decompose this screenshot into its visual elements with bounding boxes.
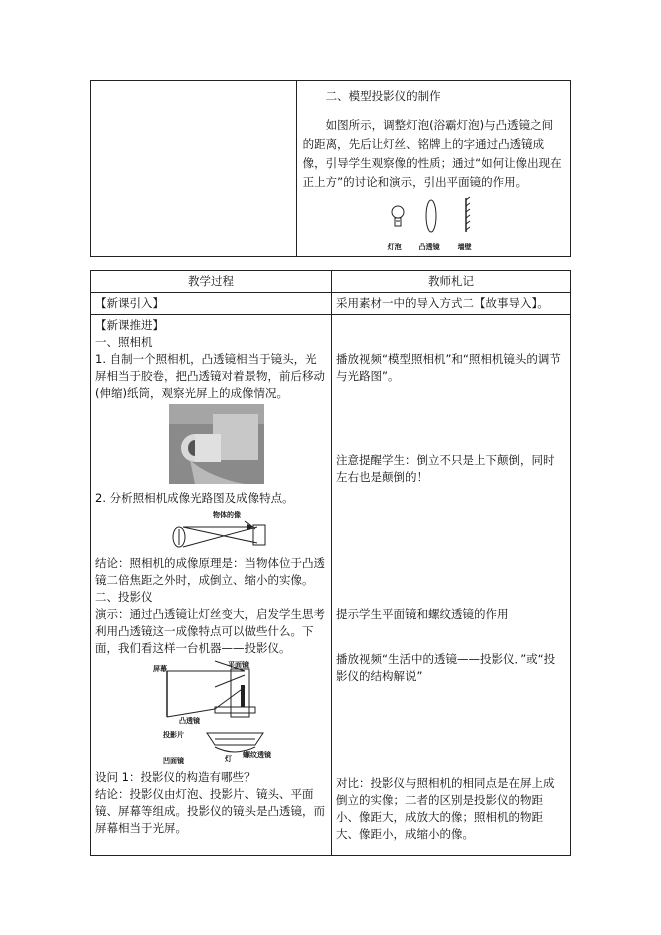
camera-step1: 1. 自制一个照相机，凸透镜相当于镜头，光屏相当于胶卷，把凸透镜对着景物，前后移动(伸缩)纸筒，观察光屏上的成像情况。	[95, 352, 325, 400]
intro-right: 采用素材一中的导入方式二【故事导入】。	[332, 293, 571, 315]
screen-label: 屏幕	[153, 665, 167, 673]
question-1: 设问 1：投影仪的构造有哪些？	[95, 770, 256, 784]
projector-diagram	[95, 657, 327, 769]
top-table	[90, 80, 571, 257]
header-process: 教学过程	[91, 271, 332, 293]
mirror-label: 平面镜	[228, 661, 249, 669]
lesson-table	[90, 270, 571, 856]
camera-ray-diagram	[95, 507, 327, 555]
note-video-camera: 播放视频“模型照相机”和“照相机镜头的调节与光路图”。	[336, 352, 561, 383]
camera-title: 一、照相机	[95, 335, 153, 349]
camera-step2: 2. 分析照相机成像光路图及成像特点。	[95, 491, 294, 505]
projector-conclusion: 结论：投影仪由灯泡、投影片、镜头、平面镜、屏幕等组成。投影仪的镜头是凸透镜，而屏幕相当于光屏。	[95, 787, 325, 835]
bulb-icon	[392, 206, 404, 226]
bulb-lens-wall-figure	[303, 192, 564, 256]
note-video-projector: 播放视频“生活中的透镜——投影仪．”或“投影仪的结构解说”	[336, 652, 556, 683]
convex-lens-label: 凸透镜	[179, 717, 200, 725]
section-title: 二、模型投影仪的制作	[325, 89, 441, 103]
camera-photo-image	[95, 404, 327, 484]
new-lesson-heading: 【新课推进】	[95, 318, 164, 332]
slide-label: 投影片	[163, 731, 184, 739]
fresnel-lens-label: 螺纹透镜	[243, 751, 271, 759]
camera-photo	[95, 404, 327, 488]
top-left-cell	[91, 81, 297, 257]
projector-title: 二、投影仪	[95, 590, 153, 604]
wall-icon	[466, 197, 470, 232]
projector-svg	[95, 657, 327, 769]
header-notes: 教师札记	[332, 271, 571, 293]
model-projector-paragraph: 如图所示，调整灯泡(浴霸灯泡)与凸透镜之间的距离，先后让灯丝、铭牌上的字通过凸透镜成像，引导学生观察像的性质；通过“如何让像出现在正上方”的讨论和演示，引出平面镜的作用。	[302, 118, 562, 189]
lens-icon	[426, 200, 436, 232]
wall-label: 墙壁	[457, 243, 472, 251]
bulb-label: 灯泡	[387, 243, 402, 251]
note-inverted: 注意提醒学生：倒立不只是上下颠倒，同时左右也是颠倒的！	[336, 453, 555, 484]
lamp-label: 灯	[225, 755, 232, 763]
projector-demo: 演示：通过凸透镜让灯丝变大，启发学生思考利用凸透镜这一成像特点可以做些什么。下面，我们看这样一台机器——投影仪。	[95, 607, 325, 655]
image-label: 物体的像	[213, 511, 241, 519]
lens-label: 凸透镜	[418, 243, 440, 251]
process-cell	[91, 315, 332, 856]
concave-mirror-label: 凹面镜	[163, 757, 184, 765]
notes-cell	[332, 315, 571, 856]
note-mirror-fresnel: 提示学生平面镜和螺纹透镜的作用	[336, 607, 509, 621]
intro-left: 【新课引入】	[91, 293, 332, 315]
ray-diagram-svg	[95, 507, 327, 555]
top-right-cell	[296, 81, 570, 257]
camera-conclusion: 结论：照相机的成像原理是：当物体位于凸透镜二倍焦距之外时，成倒立、缩小的实像。	[95, 556, 325, 587]
note-compare: 对比：投影仪与照相机的相同点是在屏上成倒立的实像；二者的区别是投影仪的物距小、像距大，成放大的像；照相机的物距大、像距小，成缩小的像。	[336, 776, 555, 841]
